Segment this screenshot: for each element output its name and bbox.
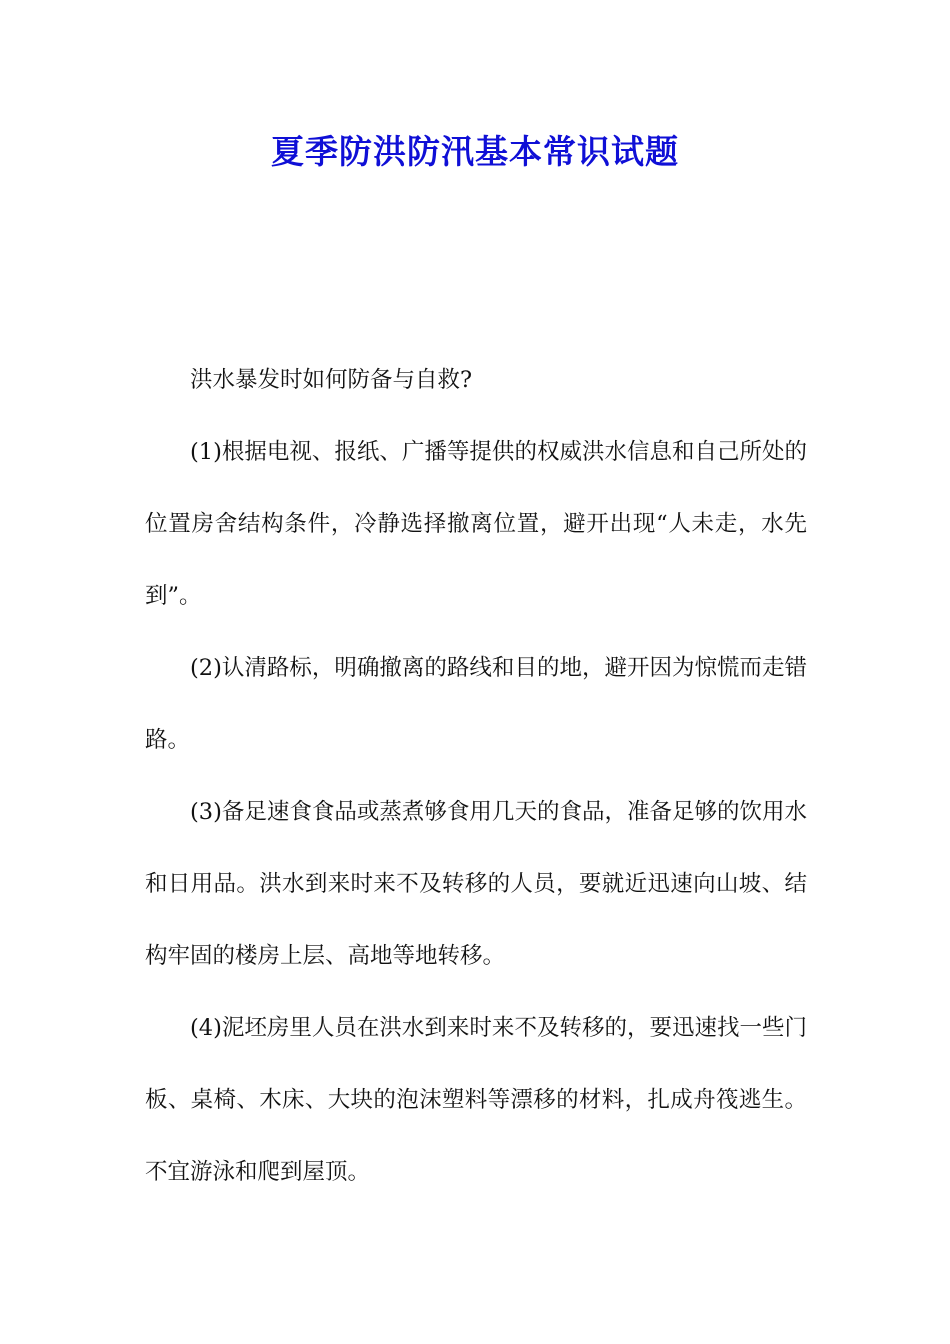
- paragraph-item-3: (3)备足速食食品或蒸煮够食用几天的食品，准备足够的饮用水和日用品。洪水到来时来不及转移的人员，要就近迅速向山坡、结构牢固的楼房上层、高地等地转移。: [145, 799, 807, 969]
- paragraph-item-1: (1)根据电视、报纸、广播等提供的权威洪水信息和自己所处的位置房舍结构条件，冷静选择撤离位置，避开出现“人未走，水先到”。: [145, 439, 807, 609]
- document-title: 夏季防洪防汛基本常识试题: [271, 132, 679, 171]
- paragraph-question: 洪水暴发时如何防备与自救?: [190, 367, 473, 393]
- paragraph-item-4: (4)泥坯房里人员在洪水到来时来不及转移的，要迅速找一些门板、桌椅、木床、大块的泡沫塑料等漂移的材料，扎成舟筏逃生。不宜游泳和爬到屋顶。: [145, 1015, 807, 1185]
- document-body: [145, 344, 807, 1208]
- paragraph-item-2: (2)认清路标，明确撤离的路线和目的地，避开因为惊慌而走错路。: [145, 655, 807, 753]
